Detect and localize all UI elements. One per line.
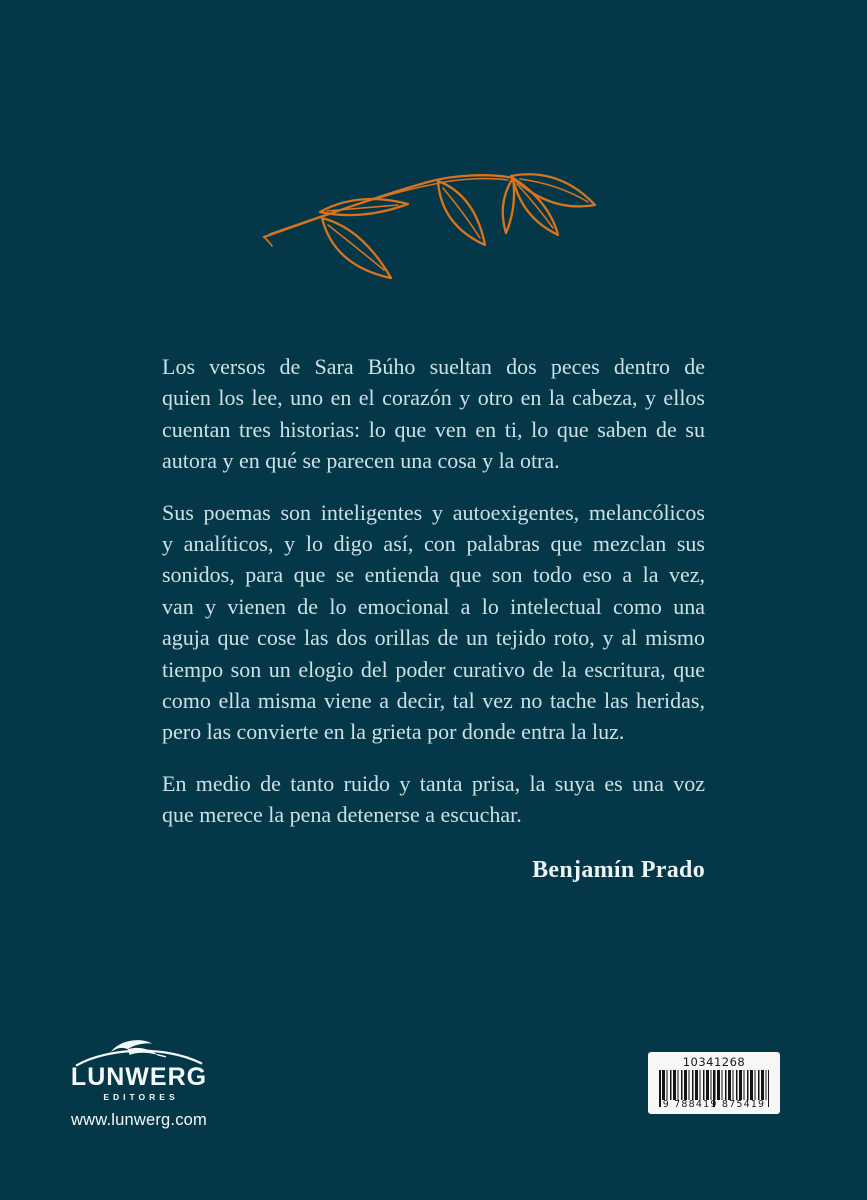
text-line: pero las convierte en la grieta por donde entra la luz. xyxy=(162,719,625,745)
text-line: sonidos, para que se entienda que son todo eso a la vez, xyxy=(162,562,705,588)
publisher-website: www.lunwerg.com xyxy=(71,1111,207,1129)
olive-branch-illustration xyxy=(258,162,604,288)
text-line: Sus poemas son inteligentes y autoexigentes, melancólicos xyxy=(162,499,705,525)
text-line: aguja que cose las dos orillas de un tejido roto, y al mismo xyxy=(162,625,705,651)
blurb-paragraph-1 xyxy=(162,351,705,477)
text-line: que merece la pena detenerse a escuchar. xyxy=(162,802,522,828)
text-line: Los versos de Sara Búho sueltan dos peces dentro de xyxy=(162,354,705,379)
barcode-top-number: 10341268 xyxy=(682,1055,746,1069)
text-line: En medio de tanto ruido y tanta prisa, la suya es una voz xyxy=(162,770,705,796)
text-line: y analíticos, y lo digo así, con palabras que mezclan sus xyxy=(162,531,705,557)
text-line: tiempo son un elogio del poder curativo de la escritura, que xyxy=(162,656,705,682)
barcode xyxy=(648,1052,780,1114)
publisher-logo-block xyxy=(64,1036,214,1130)
blurb-paragraph-3 xyxy=(162,768,705,831)
text-line: autora y en qué se parecen una cosa y la otra. xyxy=(162,448,560,474)
barcode-isbn-digits: 9 788419 875419 xyxy=(662,1099,766,1110)
text-line: quien los lee, uno en el corazón y otro en la cabeza, y ellos xyxy=(162,385,705,411)
publisher-subtitle: EDITORES xyxy=(103,1092,179,1102)
publisher-name: LUNWERG xyxy=(70,1063,208,1091)
text-line: van y vienen de lo emocional a lo intelectual como una xyxy=(162,593,705,619)
text-line: cuentan tres historias: lo que ven en ti, lo que saben de su xyxy=(162,416,705,442)
text-line: como ella misma viene a decir, tal vez no tache las heridas, xyxy=(162,688,705,714)
blurb-author-signature: Benjamín Prado xyxy=(532,856,705,883)
back-cover-blurb xyxy=(162,351,705,886)
blurb-paragraph-2 xyxy=(162,497,705,748)
